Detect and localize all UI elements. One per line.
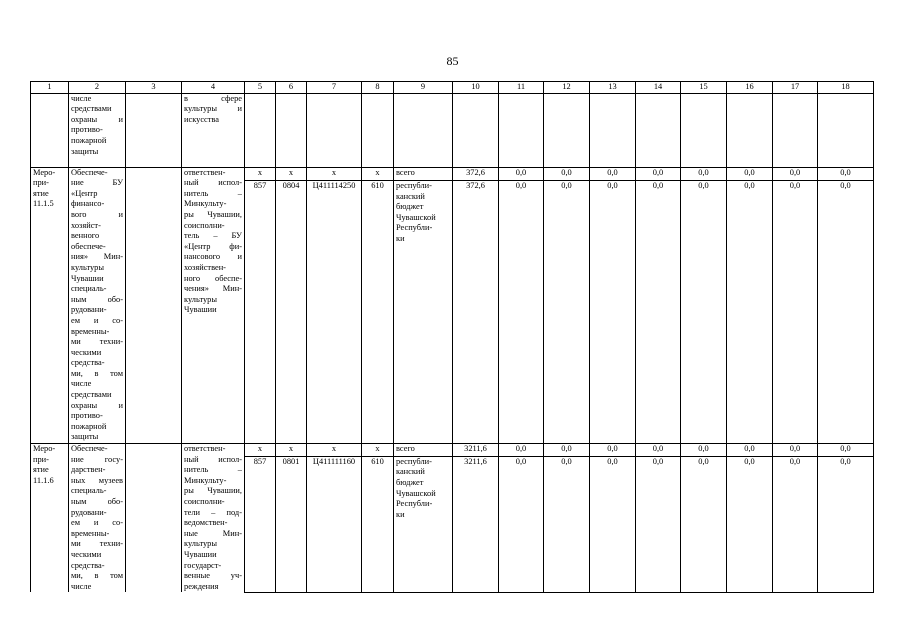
measure-empty-col3 bbox=[126, 444, 182, 593]
text-line: средства- bbox=[71, 560, 105, 570]
header-cell: 16 bbox=[727, 82, 773, 94]
text-line: в сфере bbox=[184, 93, 242, 103]
text-line: соисполни- bbox=[184, 497, 225, 506]
header-cell: 1 bbox=[31, 82, 69, 94]
text-line: ятие bbox=[33, 188, 49, 198]
text-line: ми, в том bbox=[71, 368, 123, 378]
text-line: культуры bbox=[71, 262, 104, 272]
rz-pr-cell: x bbox=[276, 444, 307, 457]
rz-pr-cell: 0804 bbox=[276, 181, 307, 444]
source-cell: всего bbox=[394, 167, 453, 180]
value-cell: 0,0 bbox=[818, 167, 874, 180]
measure-executor bbox=[182, 444, 245, 593]
value-cell: 0,0 bbox=[727, 181, 773, 444]
value-cell: 0,0 bbox=[590, 181, 636, 444]
text-line: ем и со- bbox=[71, 315, 123, 325]
header-cell: 5 bbox=[245, 82, 276, 94]
measure-id bbox=[31, 444, 69, 593]
value-cell: 0,0 bbox=[636, 181, 681, 444]
text-line: ческими bbox=[71, 347, 102, 357]
text-line: ми техни- bbox=[71, 539, 123, 549]
csr-cell: Ц411111160 bbox=[307, 456, 362, 592]
measure-11-1-6-total-row bbox=[31, 444, 874, 457]
value-cell: 0,0 bbox=[590, 167, 636, 180]
value-cell: 0,0 bbox=[773, 167, 818, 180]
csr-cell: x bbox=[307, 444, 362, 457]
header-cell: 9 bbox=[394, 82, 453, 94]
measure-description bbox=[69, 444, 126, 593]
text-line: нитель – bbox=[184, 465, 242, 475]
header-cell: 13 bbox=[590, 82, 636, 94]
header-cell: 8 bbox=[362, 82, 394, 94]
value-cell: 0,0 bbox=[544, 181, 590, 444]
text-line: ми, в том bbox=[71, 571, 123, 581]
sum-cell: 372,6 bbox=[453, 167, 499, 180]
value-cell: 0,0 bbox=[590, 456, 636, 592]
csr-cell: x bbox=[307, 167, 362, 180]
text-line: Чувашии bbox=[184, 305, 217, 315]
grbs-cell: 857 bbox=[245, 181, 276, 444]
value-cell: 0,0 bbox=[773, 181, 818, 444]
value-cell: 0,0 bbox=[727, 167, 773, 180]
header-cell: 15 bbox=[681, 82, 727, 94]
text-line: обеспече- bbox=[71, 241, 106, 251]
text-line: Чувашской bbox=[396, 212, 436, 222]
text-line: охраны и bbox=[71, 114, 123, 124]
header-cell: 12 bbox=[544, 82, 590, 94]
vr-cell: 610 bbox=[362, 456, 394, 592]
text-line: Республи- bbox=[396, 499, 433, 509]
cont-executor bbox=[182, 93, 245, 167]
text-line: ческими bbox=[71, 549, 102, 559]
header-row bbox=[31, 82, 874, 94]
value-cell: 0,0 bbox=[818, 181, 874, 444]
text-line: ятие bbox=[33, 465, 49, 475]
text-line: культуры и bbox=[184, 104, 242, 114]
text-line: числе bbox=[71, 93, 92, 103]
text-line: средства- bbox=[71, 358, 105, 368]
text-line: ры Чувашии, bbox=[184, 486, 242, 496]
value-cell: 0,0 bbox=[590, 444, 636, 457]
rz-pr-cell: 0801 bbox=[276, 456, 307, 592]
value-cell: 0,0 bbox=[636, 167, 681, 180]
measure-description bbox=[69, 167, 126, 443]
text-line: ем и со- bbox=[71, 518, 123, 528]
header-cell: 10 bbox=[453, 82, 499, 94]
text-line: культуры bbox=[184, 294, 217, 304]
text-line: хозяйствен- bbox=[184, 262, 226, 272]
text-line: защиты bbox=[71, 432, 99, 442]
value-cell: 0,0 bbox=[727, 444, 773, 457]
text-line: государст- bbox=[184, 560, 222, 570]
measure-empty-col3 bbox=[126, 167, 182, 443]
text-line: специаль- bbox=[71, 486, 107, 496]
text-line: нансового и bbox=[184, 252, 242, 262]
text-line: числе bbox=[71, 379, 92, 389]
text-line: временны- bbox=[71, 326, 110, 336]
text-line: Меро- bbox=[33, 444, 56, 454]
text-line: пожарной bbox=[71, 135, 107, 145]
value-cell: 0,0 bbox=[681, 456, 727, 592]
value-cell: 0,0 bbox=[499, 167, 544, 180]
value-cell: 0,0 bbox=[636, 444, 681, 457]
text-line: ные Мин- bbox=[184, 528, 242, 538]
header-cell: 14 bbox=[636, 82, 681, 94]
cont-description bbox=[69, 93, 126, 167]
value-cell: 0,0 bbox=[773, 456, 818, 592]
text-line: «Центр bbox=[71, 188, 98, 198]
text-line: ние БУ bbox=[71, 178, 123, 188]
value-cell: 0,0 bbox=[499, 444, 544, 457]
vr-cell: x bbox=[362, 444, 394, 457]
vr-cell: 610 bbox=[362, 181, 394, 444]
value-cell: 0,0 bbox=[681, 167, 727, 180]
value-cell: 0,0 bbox=[773, 444, 818, 457]
value-cell: 0,0 bbox=[499, 456, 544, 592]
text-line: республи- bbox=[396, 181, 432, 191]
text-line: ный испол- bbox=[184, 454, 242, 464]
measure-executor bbox=[182, 167, 245, 443]
text-line: Республи- bbox=[396, 223, 433, 233]
rz-pr-cell: x bbox=[276, 167, 307, 180]
value-cell: 0,0 bbox=[544, 167, 590, 180]
text-line: числе bbox=[71, 581, 92, 591]
measure-id bbox=[31, 167, 69, 443]
text-line: 11.1.5 bbox=[33, 199, 54, 209]
source-cell bbox=[394, 181, 453, 444]
text-line: охраны и bbox=[71, 400, 123, 410]
text-line: средствами bbox=[71, 104, 112, 114]
text-line: ки bbox=[396, 234, 405, 243]
text-line: ного обеспе- bbox=[184, 273, 242, 283]
text-line: нитель – bbox=[184, 188, 242, 198]
budget-table bbox=[30, 81, 874, 593]
header-cell: 18 bbox=[818, 82, 874, 94]
text-line: ми техни- bbox=[71, 337, 123, 347]
text-line: ведомствен- bbox=[184, 518, 228, 528]
value-cell: 0,0 bbox=[544, 444, 590, 457]
text-line: финансо- bbox=[71, 199, 105, 209]
text-line: тели – под- bbox=[184, 507, 242, 517]
text-line: дарствен- bbox=[71, 465, 106, 475]
value-cell: 0,0 bbox=[499, 181, 544, 444]
text-line: при- bbox=[33, 178, 49, 188]
text-line: соисполни- bbox=[184, 220, 225, 230]
text-line: противо- bbox=[71, 125, 103, 135]
text-line: Меро- bbox=[33, 167, 56, 177]
text-line: вого и bbox=[71, 209, 123, 219]
grbs-cell: x bbox=[245, 444, 276, 457]
value-cell: 0,0 bbox=[818, 456, 874, 592]
text-line: венного bbox=[71, 231, 100, 241]
text-line: ры Чувашии, bbox=[184, 209, 242, 219]
source-cell bbox=[394, 456, 453, 592]
text-line: чения» Мин- bbox=[184, 284, 242, 294]
text-line: средствами bbox=[71, 390, 112, 400]
text-line: ных музеев bbox=[71, 475, 123, 485]
text-line: хозяйст- bbox=[71, 220, 101, 230]
text-line: ный испол- bbox=[184, 178, 242, 188]
grbs-cell: x bbox=[245, 167, 276, 180]
text-line: Минкульту- bbox=[184, 475, 227, 485]
text-line: ным обо- bbox=[71, 294, 123, 304]
sum-cell: 3211,6 bbox=[453, 444, 499, 457]
text-line: защиты bbox=[71, 146, 99, 156]
text-line: ным обо- bbox=[71, 497, 123, 506]
text-line: реждения bbox=[184, 581, 219, 591]
text-line: временны- bbox=[71, 528, 110, 538]
value-cell: 0,0 bbox=[727, 456, 773, 592]
value-cell: 0,0 bbox=[636, 456, 681, 592]
vr-cell: x bbox=[362, 167, 394, 180]
value-cell: 0,0 bbox=[544, 456, 590, 592]
value-cell: 0,0 bbox=[818, 444, 874, 457]
text-line: культуры bbox=[184, 539, 217, 549]
text-line: рудовани- bbox=[71, 305, 107, 315]
source-cell: всего bbox=[394, 444, 453, 457]
text-line: Чувашии bbox=[71, 273, 104, 283]
csr-cell: Ц411114250 bbox=[307, 181, 362, 444]
text-line: бюджет bbox=[396, 478, 424, 488]
cont-cell-3 bbox=[126, 93, 182, 167]
text-line: ки bbox=[396, 509, 405, 519]
header-cell: 4 bbox=[182, 82, 245, 94]
text-line: канский bbox=[396, 191, 425, 201]
text-line: 11.1.6 bbox=[33, 475, 54, 485]
text-line: «Центр фи- bbox=[184, 241, 242, 251]
text-line: ния» Мин- bbox=[71, 252, 123, 262]
text-line: бюджет bbox=[396, 202, 424, 212]
header-cell: 7 bbox=[307, 82, 362, 94]
text-line: Чувашии bbox=[184, 549, 217, 559]
page-number: 85 bbox=[446, 54, 459, 68]
text-line: республи- bbox=[396, 456, 432, 466]
text-line: Чувашской bbox=[396, 488, 436, 498]
text-line: специаль- bbox=[71, 284, 107, 294]
grbs-cell: 857 bbox=[245, 456, 276, 592]
value-cell: 0,0 bbox=[681, 181, 727, 444]
text-line: пожарной bbox=[71, 421, 107, 431]
sum-cell: 3211,6 bbox=[453, 456, 499, 592]
header-cell: 6 bbox=[276, 82, 307, 94]
text-line: рудовани- bbox=[71, 507, 107, 517]
measure-11-1-5-total-row bbox=[31, 167, 874, 180]
header-cell: 11 bbox=[499, 82, 544, 94]
text-line: при- bbox=[33, 454, 49, 464]
text-line: венные уч- bbox=[184, 571, 242, 581]
continuation-row bbox=[31, 93, 874, 167]
text-line: Обеспече- bbox=[71, 167, 108, 177]
text-line: тель – БУ bbox=[184, 231, 242, 241]
text-line: канский bbox=[396, 467, 425, 477]
header-cell: 2 bbox=[69, 82, 126, 94]
value-cell: 0,0 bbox=[681, 444, 727, 457]
sum-cell: 372,6 bbox=[453, 181, 499, 444]
text-line: ответствен- bbox=[184, 444, 226, 454]
text-line: ответствен- bbox=[184, 167, 226, 177]
cont-cell-1 bbox=[31, 93, 69, 167]
header-cell: 3 bbox=[126, 82, 182, 94]
text-line: противо- bbox=[71, 411, 103, 421]
text-line: Минкульту- bbox=[184, 199, 227, 209]
text-line: искусства bbox=[184, 114, 219, 124]
text-line: Обеспече- bbox=[71, 444, 108, 454]
text-line: ние госу- bbox=[71, 454, 123, 464]
header-cell: 17 bbox=[773, 82, 818, 94]
